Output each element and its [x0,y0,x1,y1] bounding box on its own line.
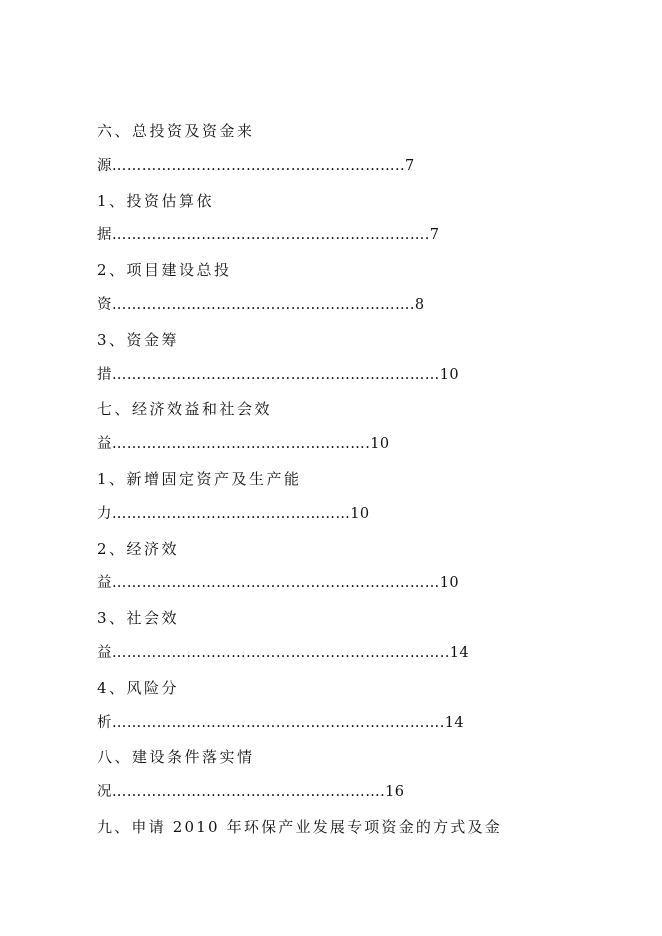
toc-section-heading: 八、建设条件落实情 [97,748,255,767]
toc-item-page-line: 益…………………………………………………………..14 [97,644,469,661]
toc-item-page-line: 措…………………………………………………………10 [97,366,459,383]
toc-section-page-line: 益…………………………………………….10 [97,436,390,453]
toc-item-page-line: 力…………………………………………10 [97,505,370,522]
toc-item-page-line: 据……………………………………………………….7 [97,227,440,244]
table-of-contents [97,114,527,845]
toc-section-page-line: 源…………………………………………………..7 [97,157,415,174]
toc-section-page-line: 况……………………………………………….16 [97,784,405,801]
toc-item-heading: 3、资金筹 [97,330,180,349]
toc-item-heading: 2、项目建设总投 [97,261,232,280]
toc-item-page-line: 益…………………………………………………………10 [97,575,459,592]
toc-item-heading: 3、社会效 [97,609,180,628]
toc-item-page-line: 析………………………………………………………….14 [97,714,464,731]
toc-item-heading: 2、经济效 [97,539,180,558]
toc-section-heading: 九、申请 2010 年环保产业发展专项资金的方式及金 [97,817,502,836]
toc-section-heading: 六、总投资及资金来 [97,122,255,140]
toc-item-heading: 1、投资估算依 [97,191,215,210]
toc-item-heading: 1、新增固定资产及生产能 [97,469,302,488]
toc-section-heading: 七、经济效益和社会效 [97,400,273,419]
toc-item-page-line: 资…………………………………………………….8 [97,296,425,313]
toc-item-heading: 4、风险分 [97,678,180,697]
